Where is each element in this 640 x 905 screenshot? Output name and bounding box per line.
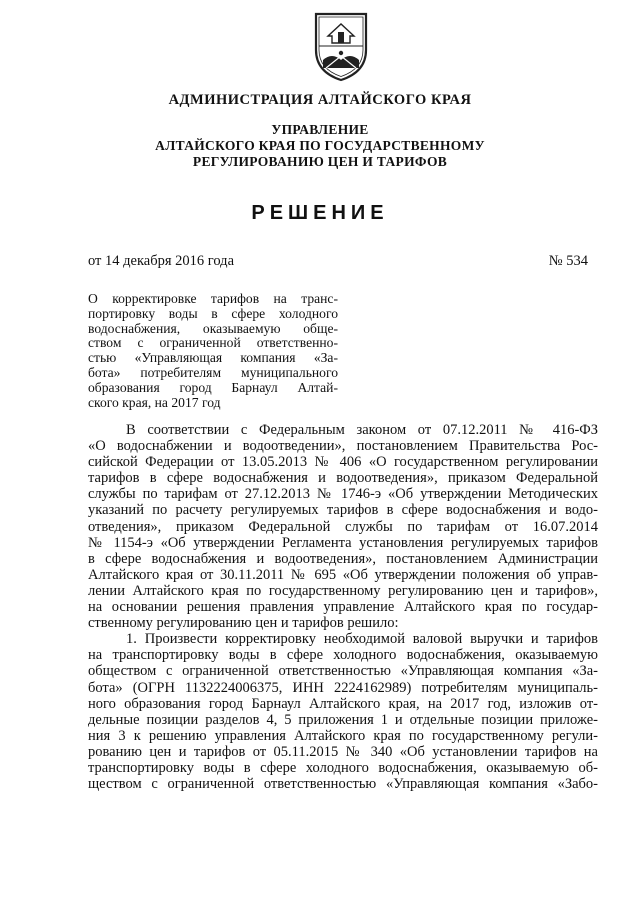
department-line: АЛТАЙСКОГО КРАЯ ПО ГОСУДАРСТВЕННОМУ <box>155 138 485 153</box>
document-number: № 534 <box>548 253 588 269</box>
body-line: обществом с ограниченной ответственностью «Управляющая компания «За- <box>88 663 598 680</box>
body-line: на транспортировку воды в сфере холодного водоснабжения, оказываемую <box>88 647 598 664</box>
body-line: лении Алтайского края по государственному регулированию цен и тарифов», <box>88 582 598 599</box>
subject-line: портировку воды в сфере холодного <box>88 305 338 321</box>
body-line: рованию цен и тарифов от 05.11.2015 № 340 «Об установлении тарифов на <box>88 743 598 760</box>
document-body <box>88 422 598 792</box>
body-line: в сфере водоснабжения и водоотведения», постановлением Администрации <box>88 550 598 567</box>
body-line: 1. Произвести корректировку необходимой валовой выручки и тарифов <box>126 631 598 648</box>
subject-line: бота» потребителям муниципального <box>88 364 338 380</box>
body-line: тарифов в сфере водоснабжения и водоотведения», приказом Федеральной <box>88 470 598 487</box>
body-line: ществом с ограниченной ответственностью «Управляющая компания «Забо- <box>88 776 598 793</box>
body-line: ного образования город Барнаул Алтайского края, на 2017 год, изложив от- <box>88 695 598 712</box>
document-meta <box>88 253 588 270</box>
body-line: ственному регулированию цен и тарифов решило: <box>88 615 399 632</box>
document-date: от 14 декабря 2016 года <box>88 253 234 269</box>
subject-line: водоснабжения, оказываемую обще- <box>88 320 338 336</box>
body-line: бота» (ОГРН 1132224006375, ИНН 2224162989) потребителям муниципаль- <box>88 679 598 696</box>
subject-line: стью «Управляющая компания «За- <box>88 350 338 366</box>
document-subject <box>88 292 338 410</box>
body-line: дельные позиции разделов 4, 5 приложения 1 и отдельные позиции приложе- <box>88 711 598 728</box>
body-line: на основании решения правления управление Алтайского края по государ- <box>88 599 598 616</box>
subject-line: О корректировке тарифов на транс- <box>88 291 338 306</box>
body-line: отведения», приказом Федеральной службы по тарифам от 16.07.2014 <box>88 518 598 535</box>
body-line: «О водоснабжении и водоотведении», постановлением Правительства Рос- <box>88 438 598 455</box>
body-line: ния 3 к решению управления Алтайского края по государственному регули- <box>88 727 598 744</box>
subject-line: образования город Барнаул Алтай- <box>88 379 338 395</box>
document-type-title: РЕШЕНИЕ <box>251 202 389 224</box>
body-line: сийской Федерации от 13.05.2013 № 406 «О государственном регулировании <box>88 454 598 471</box>
body-line: В соответствии с Федеральным законом от 07.12.2011 № 416-ФЗ <box>126 422 598 438</box>
administration-title: АДМИНИСТРАЦИЯ АЛТАЙСКОГО КРАЯ <box>168 92 472 108</box>
department-line: РЕГУЛИРОВАНИЮ ЦЕН И ТАРИФОВ <box>192 154 448 169</box>
subject-line: ством с ограниченной ответственно- <box>88 335 338 351</box>
body-line: транспортировку воды в сфере холодного водоснабжения, оказываемую об- <box>88 759 598 776</box>
body-line: Алтайского края от 30.11.2011 № 695 «Об утверждении положения об управ- <box>88 566 598 583</box>
altai-krai-coat-of-arms-icon <box>312 10 370 82</box>
body-line: указаний по расчету регулируемых тарифов в сфере водоснабжения и водо- <box>88 502 598 519</box>
subject-line: ского края, на 2017 год <box>88 394 221 410</box>
body-line: № 1154-э «Об утверждении Регламента установления регулируемых тарифов <box>88 534 598 551</box>
department-line: УПРАВЛЕНИЕ <box>271 122 369 137</box>
department-title <box>0 122 640 170</box>
body-line: службы по тарифам от 27.12.2013 № 1746-э «Об утверждении Методических <box>88 486 598 503</box>
